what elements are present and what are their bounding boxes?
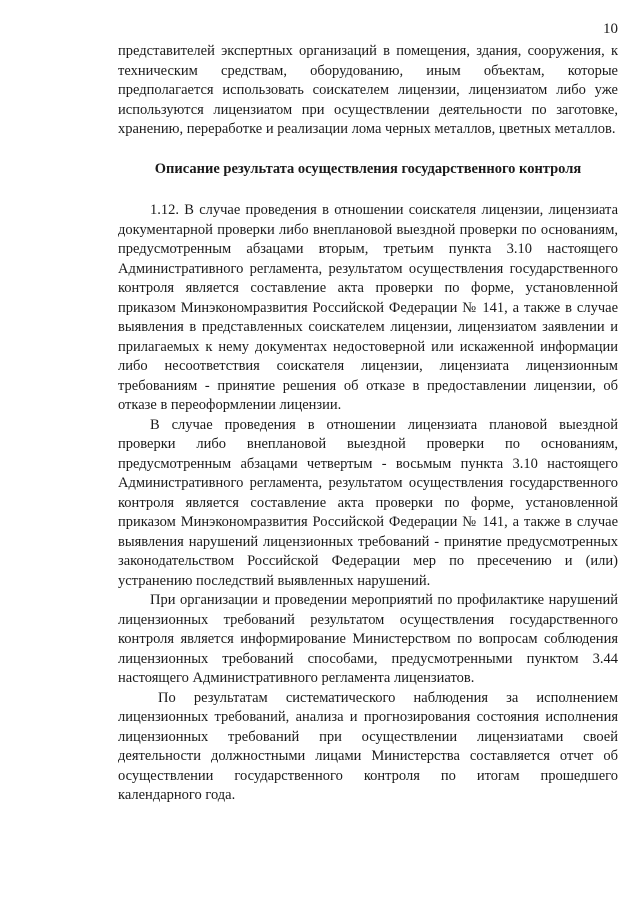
section-heading: Описание результата осуществления государственного контроля [154,160,582,177]
paragraph-prevention: При организации и проведении мероприятий по профилактике нарушений лицензионных требований результатом осуществления государственного контроля является информирование Министерством по вопросам соблюдения лицензионных требований способами, предусмотренными пунктом 3.44 настоящего Административного регламента лицензиатов. [118,592,618,686]
paragraph-monitoring-report: По результатам систематического наблюдения за исполнением лицензионных требований, анализа и прогнозирования состояния исполнения лицензионных требований при осуществлении лицензиатами своей деятельности должностными лицами Министерства составляется отчет об осуществлении государственного контроля по итогам прошедшего календарного года. [118,689,618,803]
continuation-paragraph: представителей экспертных организаций в помещения, здания, сооружения, к техническим средствам, оборудованию, иным объектам, которые предполагается использовать соискателем лицензии, лицензиатом либо уже используются лицензиатом при осуществлении деятельности по заготовке, хранению, переработке и реализации лома черных металлов, цветных металлов. [118,43,618,137]
page-number: 10 [603,21,618,37]
document-body [118,42,618,806]
paragraph-1-12: 1.12. В случае проведения в отношении соискателя лицензии, лицензиата документарной проверки либо внеплановой выездной проверки по основаниям, предусмотренным абзацами вторым, третьим пункта 3.10 настоящего Административного регламента, результатом осуществления государственного контроля является составление акта проверки по форме, установленной приказом Минэкономразвития Российской Федерации № 141, а также в случае выявления в представленных соискателем лицензии, лицензиатом заявлении и прилагаемых к нему документах недостоверной или искаженной информации либо несоответствия соискателя лицензии, лицензиата лицензионным требованиям - принятие решения об отказе в предоставлении лицензии, об отказе в переоформлении лицензии. [118,202,618,413]
paragraph-planned-inspection: В случае проведения в отношении лицензиата плановой выездной проверки либо внеплановой выездной проверки по основаниям, предусмотренным абзацами четвертым - восьмым пункта 3.10 настоящего Административного регламента, результатом осуществления государственного контроля является составление акта проверки по форме, установленной приказом Минэкономразвития Российской Федерации № 141, а также в случае выявления нарушений лицензионных требований - принятие предусмотренных законодательством Российской Федерации мер по пресечению и (или) устранению последствий выявленных нарушений. [118,416,618,589]
